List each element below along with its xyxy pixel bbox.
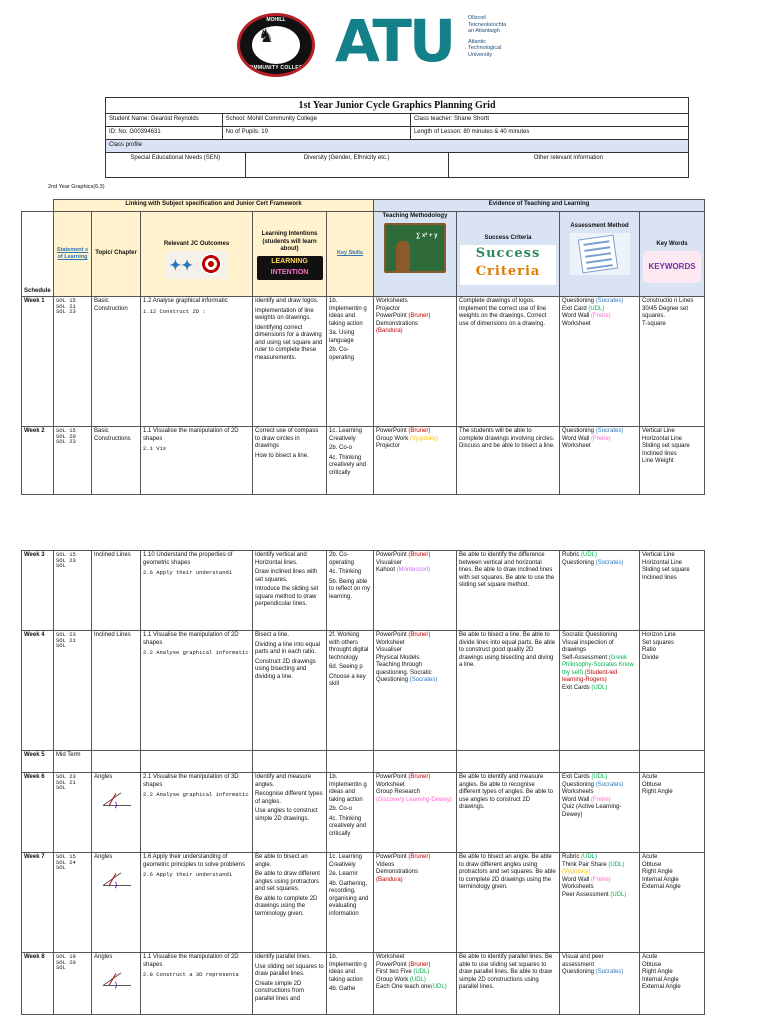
other-info-label: Other relevant information — [533, 155, 604, 161]
key-skills-cell: 1c. Learning Creatively 2b. Co-o 4c. Thinking creatively and critically — [327, 427, 374, 495]
week-label: Week 8 — [22, 953, 54, 1015]
class-teacher: Class teacher: Shane Shortt — [413, 116, 490, 122]
intentions-cell: Correct use of compass to draw circles in drawings How to bisect a line. — [253, 427, 327, 495]
linking-header: Linking with Subject specification and Junior Cert Framework — [54, 200, 374, 212]
lesson-length: Length of Lesson: 80 minutes & 40 minutes — [413, 129, 530, 135]
statements-cell: SOL 15 SOL 20 SOL 23 — [54, 427, 92, 495]
week-row — [22, 773, 705, 853]
assessment-cell: Exit Cards (UDL) Questioning (Socrates) Worksheets Word Wall (Freire) Quiz (Active Learning-Dewey) — [560, 773, 640, 853]
methodology-cell: PowerPoint (Bruner) Videos Demonstrations (Bandura) — [374, 853, 457, 953]
student-name: Student Name: Gearóid Reynolds — [106, 114, 223, 126]
keywords-cell: Acute Obtuse Right Angle — [640, 773, 705, 853]
keywords-cell: Acute Obtuse Right Angle Internal Angle External Angle — [640, 953, 705, 1015]
assessment-cell: Questioning (Socrates) Exit Card (UDL) Word Wall (Freire) Worksheet — [560, 297, 640, 427]
key-skills-cell: 1b. Implementin g ideas and taking action 4b. Gathe — [327, 953, 374, 1015]
week-label: Week 4 — [22, 631, 54, 751]
success-criteria-cell: Be able to identify the difference between vertical and horizontal lines. Be able to draw inclined lines with set squares. Be able to use the sliding set square method. — [457, 551, 560, 631]
assessment-cell: Rubric (UDL) Think Pair Share (UDL) (Vygotsky) Word Wall (Freire) Worksheets Peer Assessment (UDL) — [560, 853, 640, 953]
key-skills-cell: 1c. Learning Creatively 2e. Learnir 4b. Gathering, recording, organising and evaluating information — [327, 853, 374, 953]
success-criteria-cell: The students will be able to complete drawings involving circles. Discuss and be able to bisect a line. — [457, 427, 560, 495]
methodology-cell: Worksheet PowerPoint (Bruner) First two Five (UDL) Group Work (UDL) Each One teach one(UDL) — [374, 953, 457, 1015]
week-row — [22, 953, 705, 1015]
intentions-cell: Identify and measure angles. Recognise different types of angles. Use angles to construct simple 2D drawings. — [253, 773, 327, 853]
atu-side-line: Teicneolaíochta — [468, 21, 507, 28]
intentions-cell: Identify vertical and Horizontal lines. Draw inclined lines with set squares. Introduce the sliding set square method to draw perpendicular lines. — [253, 551, 327, 631]
success-criteria-cell: Be able to identify and measure angles. Be able to recognise different types of angles. Be able to use angles to construct 2D drawings. — [457, 773, 560, 853]
angle-diagram-icon — [99, 968, 133, 990]
methodology-cell: PowerPoint (Bruner) Worksheet Group Research (Discovery Learning-Dewey) — [374, 773, 457, 853]
week-row — [22, 631, 705, 751]
statements-cell: SOL 19 SOL 20 SOL — [54, 953, 92, 1015]
keywords-image: KEYWORDS — [643, 251, 701, 283]
schedule-header: Schedule — [22, 212, 54, 297]
page-title: 1st Year Junior Cycle Graphics Planning Grid — [106, 98, 688, 114]
topic-cell: Inclined Lines — [92, 631, 141, 751]
keywords-cell: Vertical Line Horizontal Line Sliding set square Inclined lines Line Weight — [640, 427, 705, 495]
diversity-label: Diversity (Gender, Ethnicity etc.) — [246, 153, 449, 177]
school-logo-bottom-text: COMMUNITY COLLEGE — [245, 65, 307, 71]
angle-diagram-icon — [99, 868, 133, 890]
key-skills-cell: 2f. Working with others throught digital technology 6d. Seeing p Choose a key skill — [327, 631, 374, 751]
class-profile-label: Class profile — [109, 142, 143, 148]
number-of-pupils: No of Pupils: 19 — [223, 127, 411, 139]
atu-logo-text: ATU — [335, 7, 454, 75]
school-logo-top-text: MOHILL — [266, 17, 286, 23]
week-label: Week 5 — [22, 751, 54, 773]
assessment-cell: Questioning (Socrates) Word Wall (Freire) Worksheet — [560, 427, 640, 495]
intentions-cell: Bisect a line. Dividing a line into equal parts and in each ratio. Construct 2D drawings using bisecting and dividing a line. — [253, 631, 327, 751]
statements-header[interactable]: Statement s of Learning — [54, 212, 92, 297]
school-logo — [237, 13, 315, 77]
class-subline: 2nd Year Graphics(6.3) — [48, 184, 105, 190]
atu-side-line: Ollscoil — [468, 15, 486, 21]
week-label: Week 1 — [22, 297, 54, 427]
intentions-header: Learning Intentions (students will learn about) LEARNING INTENTION — [253, 212, 327, 297]
success-criteria-cell: Be able to identify parallel lines. Be able to use sliding set squares to draw parallel lines. Be able to draw simple 2D constructions using parallel lines. — [457, 953, 560, 1015]
intentions-cell: Identify and draw logos. Implementation of line weights on drawings. Identifying correct dimensions for a drawing and using set square and ruler to complete these measurements. — [253, 297, 327, 427]
key-skills-cell: 2b. Co-operating 4c. Thinking 5b. Being able to reflect on my learning. — [327, 551, 374, 631]
outcomes-cell: 1.1 Visualise the manipulation of 2D shapes 2.1 Vis — [141, 427, 253, 495]
outcomes-cell: 1.1 Visualise the manipulation of 2D shapes 2.8 Construct a 3D representa — [141, 953, 253, 1015]
key-skills-cell: 1b. Implementin g ideas and taking action 2b. Co-o 4c. Thinking creatively and critically — [327, 773, 374, 853]
success-criteria-image: Success Criteria — [460, 245, 556, 285]
atu-side-line: University — [468, 51, 493, 58]
outcomes-header: Relevant JC Outcomes ✦✦ — [141, 212, 253, 297]
student-id: ID: No: G00394631 — [106, 127, 223, 139]
intentions-cell: Identify parallel lines. Use sliding set squares to draw parallel lines. Create simple 2D constructions from parallel lines and — [253, 953, 327, 1015]
methodology-cell: PowerPoint (Bruner) Group Work (Vygotsky) Projector — [374, 427, 457, 495]
methodology-cell: Worksheets Projector PowerPoint (Bruner) Demonstrations (Bandura) — [374, 297, 457, 427]
target-image: ✦✦ — [166, 251, 228, 279]
planning-table-bottom — [21, 550, 705, 1015]
sen-label: Special Educational Needs (SEN) — [106, 153, 246, 177]
topic-cell: Basic Construction — [92, 297, 141, 427]
week-row — [22, 427, 705, 495]
statements-cell: SOL 23 SOL 21 SOL — [54, 773, 92, 853]
week-label: Week 7 — [22, 853, 54, 953]
success-criteria-cell: Be able to bisect a line. Be able to divide lines into equal parts. Be able to construct good quality 2D drawings using bisecting and diving a line. — [457, 631, 560, 751]
methodology-cell: PowerPoint (Bruner) Visualiser Kahoot (Montessori) — [374, 551, 457, 631]
success-header: Success Criteria Success Criteria — [457, 212, 560, 297]
assessment-paper-image — [570, 233, 630, 275]
outcomes-cell: 1.10 Understand the properties of geometric shapes 2.6 Apply their understandi — [141, 551, 253, 631]
outcomes-cell: 1.2 Analyse graphical informatic 1.12 Construct 2D : — [141, 297, 253, 427]
week-row — [22, 297, 705, 427]
week-row — [22, 551, 705, 631]
intentions-cell: Be able to bisect an angle. Be able to draw different angles using protractors and set squares. Be able to complete 2D drawings using the terminology given. — [253, 853, 327, 953]
keywords-cell: Constructio n Lines 30/45 Degree set squares. T-square — [640, 297, 705, 427]
atu-side-line: Atlantic — [468, 38, 487, 45]
keywords-cell: Horizon Line Set squares Ratio Divide — [640, 631, 705, 751]
assessment-header: Assessment Method — [560, 212, 640, 297]
week-label: Week 3 — [22, 551, 54, 631]
statements-cell: SOL 23 SOL 21 SOL — [54, 631, 92, 751]
outcomes-cell: 1.6 Apply their understanding of geometric principles to solve problems 2.6 Apply their understandi — [141, 853, 253, 953]
topic-cell: Angles — [92, 853, 141, 953]
atu-logo-side-text — [468, 15, 538, 59]
week-label: Week 2 — [22, 427, 54, 495]
success-criteria-cell: Complete drawings of logos. Implement the correct use of line weights on the drawings. Correct use of dimensions on a drawing. — [457, 297, 560, 427]
atu-side-line: Technological — [468, 45, 502, 52]
statements-cell: SOL 15 SOL 24 SOL — [54, 853, 92, 953]
atu-side-line: an Atlantaigh — [468, 28, 500, 35]
week-row — [22, 751, 705, 773]
teacher-chalkboard-image: ∑ x² + y — [384, 223, 446, 273]
evidence-header: Evidence of Teaching and Learning — [374, 200, 705, 212]
key-skills-cell: 1b. Implementin g ideas and taking action 3a. Using language 2b. Co-operating — [327, 297, 374, 427]
topic-cell: Angles — [92, 773, 141, 853]
angle-diagram-icon — [99, 788, 133, 810]
school-name: School: Mohill Community College — [223, 114, 411, 126]
statements-cell: SOL 15 SOL 21 SOL 23 — [54, 297, 92, 427]
info-grid — [105, 97, 689, 178]
planning-table-top — [21, 199, 705, 495]
topic-cell: Inclined Lines — [92, 551, 141, 631]
topic-cell: Angles — [92, 953, 141, 1015]
success-criteria-cell: Be able to bisect an angle. Be able to draw different angles using protractors and set squares. Be able to complete 2D drawings using the terminology given. — [457, 853, 560, 953]
assessment-cell: Socratic Questioning Visual inspection of drawings Self-Assessment (Greek Philosophy-Socrates Know thy self) (Student-led learning-Rogers) Exit Cards (UDL) — [560, 631, 640, 751]
keywords-cell: Acute Obtuse Right Angle Internal Angle External Angle — [640, 853, 705, 953]
assessment-cell: Visual and peer assessment Questioning (Socrates) — [560, 953, 640, 1015]
methodology-cell: PowerPoint (Bruner) Worksheet Visualiser Physical Models Teaching through questioning. Socratic Questioning (Socrates) — [374, 631, 457, 751]
outcomes-cell: 1.1 Visualise the manipulation of 2D shapes 2.2 Analyse graphical informatic — [141, 631, 253, 751]
harp-glyph: ♞ — [258, 26, 275, 47]
keywords-cell: Vertical Line Horizontal Line Sliding set square Inclined lines — [640, 551, 705, 631]
statements-cell: SOL 15 SOL 23 SOL — [54, 551, 92, 631]
topic-header: Topic/ Chapter — [92, 212, 141, 297]
methodology-header: Teaching Methodology ∑ x² + y — [374, 212, 457, 297]
week-row — [22, 853, 705, 953]
topic-cell: Basic Constructions — [92, 427, 141, 495]
topic-cell: Mid Term — [54, 751, 92, 773]
keywords-header: Key Words KEYWORDS — [640, 212, 705, 297]
key-skills-header[interactable]: Key Skills — [327, 212, 374, 297]
assessment-cell: Rubric (UDL) Questioning (Socrates) — [560, 551, 640, 631]
outcomes-cell: 2.1 Visualise the manipulation of 3D shapes 2.2 Analyse graphical informatic — [141, 773, 253, 853]
learning-intention-image: LEARNING INTENTION — [257, 256, 323, 280]
week-label: Week 6 — [22, 773, 54, 853]
atu-logo — [335, 7, 454, 75]
